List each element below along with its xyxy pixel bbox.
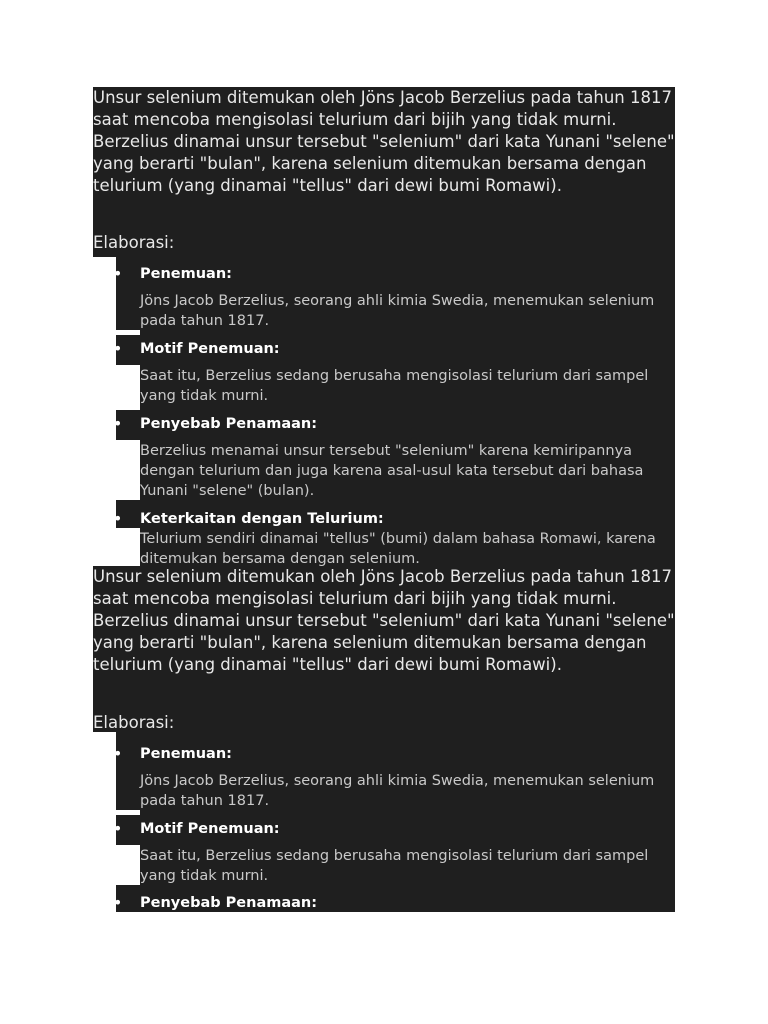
item-text: Telurium sendiri dinamai "tellus" (bumi) dalam bahasa Romawi, karena ditemukan bersama dengan selenium. xyxy=(140,531,656,566)
bullet-dot: • xyxy=(113,893,123,912)
item-text: Saat itu, Berzelius sedang berusaha mengisolasi telurium dari sampel yang tidak murni. xyxy=(140,848,649,884)
item-text: Jöns Jacob Berzelius, seorang ahli kimia Swedia, menemukan selenium pada tahun 1817. xyxy=(140,293,655,329)
item-title: Penemuan: xyxy=(140,746,232,762)
item-title: Penyebab Penamaan: xyxy=(140,416,318,432)
bullet-dot: • xyxy=(113,509,123,528)
bullet-dot: • xyxy=(113,819,123,838)
item-title: Penemuan: xyxy=(140,266,232,282)
elaborasi-label: Elaborasi: xyxy=(93,233,175,252)
intro-paragraph: Unsur selenium ditemukan oleh Jöns Jacob Berzelius pada tahun 1817 saat mencoba mengisolasi telurium dari bijih yang tidak murni. Berzelius dinamai unsur tersebut "selenium" dari kata Yunani "selene" yang berarti "bulan", karena selenium ditemukan bersama dengan telurium (yang dinamai "tellus" dari dewi bumi Romawi). xyxy=(93,567,675,674)
item-text: Saat itu, Berzelius sedang berusaha mengisolasi telurium dari sampel yang tidak murni. xyxy=(140,368,649,404)
item-title: Penyebab Penamaan: xyxy=(140,895,318,911)
bullet-dot: • xyxy=(113,414,123,433)
bullet-dot: • xyxy=(113,264,123,283)
item-title: Motif Penemuan: xyxy=(140,341,280,357)
intro-paragraph: Unsur selenium ditemukan oleh Jöns Jacob Berzelius pada tahun 1817 saat mencoba mengisolasi telurium dari bijih yang tidak murni. Berzelius dinamai unsur tersebut "selenium" dari kata Yunani "selene" yang berarti "bulan", karena selenium ditemukan bersama dengan telurium (yang dinamai "tellus" dari dewi bumi Romawi). xyxy=(93,88,675,195)
item-text: Berzelius menamai unsur tersebut "selenium" karena kemiripannya dengan telurium dan juga karena asal-usul kata tersebut dari bahasa Yunani "selene" (bulan). xyxy=(140,443,644,499)
item-title: Motif Penemuan: xyxy=(140,821,280,837)
item-text: Jöns Jacob Berzelius, seorang ahli kimia Swedia, menemukan selenium pada tahun 1817. xyxy=(140,773,655,809)
elaborasi-label: Elaborasi: xyxy=(93,713,175,732)
bullet-dot: • xyxy=(113,339,123,358)
bullet-dot: • xyxy=(113,744,123,763)
item-title: Keterkaitan dengan Telurium: xyxy=(140,511,384,527)
